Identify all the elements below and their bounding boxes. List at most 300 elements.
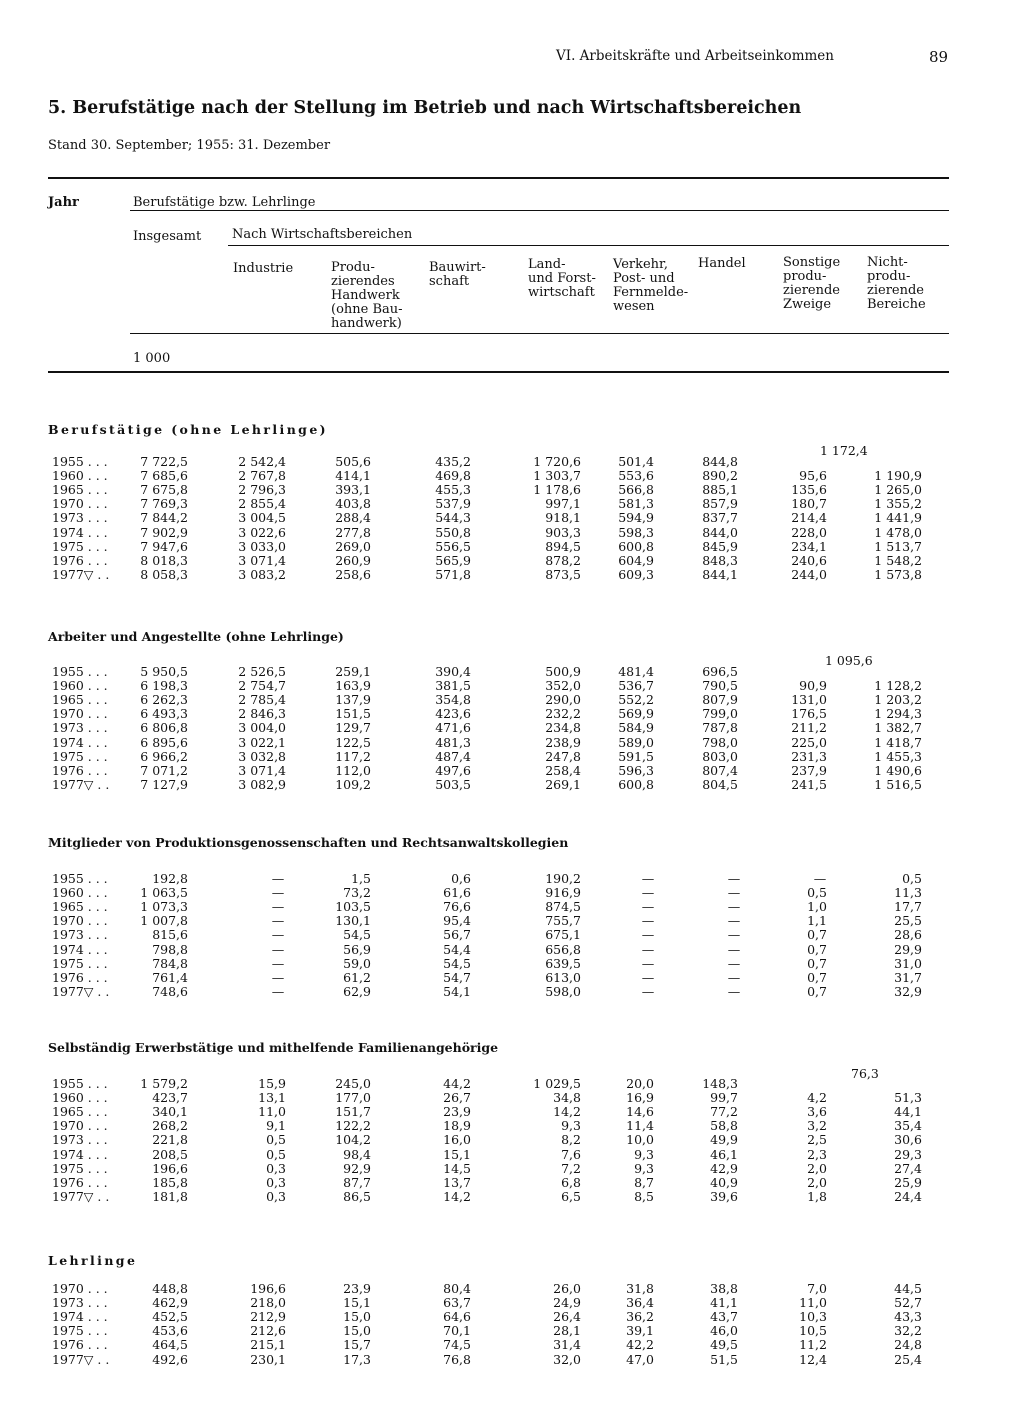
table-cell: 14,2 — [443, 1188, 471, 1204]
table-cell: 656,8 — [545, 941, 581, 957]
table-cell: 10,3 — [799, 1309, 827, 1325]
table-cell: 8,5 — [634, 1188, 654, 1204]
row-year: 1974 . . . — [52, 524, 108, 540]
table-cell: 196,6 — [152, 1160, 188, 1176]
table-cell: 804,5 — [702, 776, 738, 792]
row-year: 1977▽ . . — [52, 983, 110, 999]
table-cell: 997,1 — [545, 496, 581, 512]
table-cell: 56,7 — [443, 927, 471, 943]
table-cell: 798,8 — [152, 941, 188, 957]
table-cell: 1 720,6 — [533, 454, 581, 469]
table-cell: 787,8 — [702, 720, 738, 736]
table-cell: 1 513,7 — [874, 538, 922, 554]
table-cell: 56,9 — [343, 941, 371, 957]
table-cell: 462,9 — [152, 1295, 188, 1311]
table-cell: 1,8 — [807, 1188, 827, 1204]
table-cell: 7 902,9 — [140, 524, 188, 540]
table-cell: 596,3 — [618, 762, 654, 778]
table-cell: 238,9 — [545, 734, 581, 750]
table-cell: 6,5 — [561, 1188, 581, 1204]
table-cell: 39,1 — [626, 1323, 654, 1339]
table-cell: 36,2 — [626, 1309, 654, 1325]
table-cell: 214,4 — [791, 510, 827, 526]
section-title: Berufstätige (ohne Lehrlinge) — [48, 422, 328, 437]
table-cell: 26,4 — [553, 1309, 581, 1325]
row-year: 1955 . . . — [52, 664, 108, 679]
table-cell: 234,8 — [545, 720, 581, 736]
row-year: 1960 . . . — [52, 1090, 108, 1106]
table-cell: 137,9 — [335, 692, 371, 708]
table-cell: 11,2 — [799, 1337, 827, 1353]
table-cell: 7 071,2 — [140, 762, 188, 778]
table-cell: 571,8 — [435, 566, 471, 582]
table-cell: 748,6 — [152, 983, 188, 999]
table-cell: 0,7 — [807, 955, 827, 971]
table-cell: 761,4 — [152, 969, 188, 985]
table-cell: 455,3 — [435, 482, 471, 498]
table-cell: 798,0 — [702, 734, 738, 750]
row-year: 1977▽ . . — [52, 776, 110, 792]
table-cell: 1 490,6 — [874, 762, 922, 778]
table-cell: 230,1 — [250, 1351, 286, 1367]
row-year: 1973 . . . — [52, 510, 108, 526]
table-cell: 890,2 — [702, 468, 738, 484]
table-cell-dash: — — [727, 941, 741, 957]
table-cell: 62,9 — [343, 983, 371, 999]
table-cell: 32,0 — [553, 1351, 581, 1367]
table-cell: 41,1 — [710, 1295, 738, 1311]
table-cell: 12,4 — [799, 1351, 827, 1367]
row-year: 1970 . . . — [52, 496, 108, 512]
row-year: 1974 . . . — [52, 941, 108, 957]
table-cell-dash: — — [727, 899, 741, 915]
table-cell: 837,7 — [702, 510, 738, 526]
table-cell: 218,0 — [250, 1295, 286, 1311]
table-cell: 269,0 — [335, 538, 371, 554]
table-cell: 584,9 — [618, 720, 654, 736]
table-cell: 20,0 — [626, 1076, 654, 1091]
table-cell: 54,4 — [443, 941, 471, 957]
table-cell: 784,8 — [152, 955, 188, 971]
row-year: 1975 . . . — [52, 1323, 108, 1339]
table-cell: 2 785,4 — [238, 692, 286, 708]
table-cell: 52,7 — [894, 1295, 922, 1311]
table-cell: 240,6 — [791, 552, 827, 568]
row-year: 1970 . . . — [52, 913, 108, 929]
table-cell-dash: — — [271, 983, 285, 999]
header-handwerk: Produ- zierendes Handwerk (ohne Bau- handwerk) — [331, 260, 403, 331]
table-cell: 390,4 — [435, 664, 471, 679]
row-year: 1974 . . . — [52, 1309, 108, 1325]
table-cell: 8,2 — [561, 1132, 581, 1148]
table-cell-dash: — — [271, 885, 285, 901]
table-cell: 29,3 — [894, 1146, 922, 1162]
table-cell: 1,5 — [351, 871, 371, 886]
row-year: 1975 . . . — [52, 748, 108, 764]
table-cell: 10,0 — [626, 1132, 654, 1148]
table-cell: 857,9 — [702, 496, 738, 512]
table-cell: 8 058,3 — [140, 566, 188, 582]
table-cell-dash: — — [641, 927, 655, 943]
table-cell: 6,8 — [561, 1174, 581, 1190]
table-cell: 393,1 — [335, 482, 371, 498]
table-cell: 469,8 — [435, 468, 471, 484]
table-cell: 500,9 — [545, 664, 581, 679]
table-cell: 1 007,8 — [140, 913, 188, 929]
table-cell: 453,6 — [152, 1323, 188, 1339]
table-cell: 42,9 — [710, 1160, 738, 1176]
section-title: Selbständig Erwerbstätige und mithelfende Familienangehörige — [48, 1040, 499, 1055]
table-cell: 414,1 — [335, 468, 371, 484]
table-subtitle: Stand 30. September; 1955: 31. Dezember — [48, 138, 331, 153]
table-cell: 49,9 — [710, 1132, 738, 1148]
table-cell: 2 542,4 — [238, 454, 286, 469]
table-cell: 381,5 — [435, 678, 471, 694]
table-cell: 8,7 — [634, 1174, 654, 1190]
table-cell: 31,0 — [894, 955, 922, 971]
table-cell: 569,9 — [618, 706, 654, 722]
table-cell: 878,2 — [545, 552, 581, 568]
table-cell: 790,5 — [702, 678, 738, 694]
header-unit: 1 000 — [133, 351, 171, 366]
table-cell: 225,0 — [791, 734, 827, 750]
table-cell: 423,7 — [152, 1090, 188, 1106]
table-cell: 28,1 — [553, 1323, 581, 1339]
table-cell: 873,5 — [545, 566, 581, 582]
table-cell: 8 018,3 — [140, 552, 188, 568]
table-cell-dash: — — [641, 899, 655, 915]
table-cell: 1 303,7 — [533, 468, 581, 484]
table-cell: 86,5 — [343, 1188, 371, 1204]
header-bottom-rule — [48, 371, 949, 373]
table-cell: 1,0 — [807, 899, 827, 915]
table-cell: 31,8 — [626, 1281, 654, 1296]
table-cell: 0,3 — [266, 1160, 286, 1176]
table-cell: 0,7 — [807, 927, 827, 943]
row-year: 1960 . . . — [52, 678, 108, 694]
table-cell: 26,0 — [553, 1281, 581, 1296]
table-cell: 537,9 — [435, 496, 471, 512]
table-cell: 0,3 — [266, 1174, 286, 1190]
table-cell: 44,2 — [443, 1076, 471, 1091]
table-cell: 46,0 — [710, 1323, 738, 1339]
table-cell: 151,5 — [335, 706, 371, 722]
table-cell: 24,9 — [553, 1295, 581, 1311]
table-cell: 212,9 — [250, 1309, 286, 1325]
table-cell: 1 029,5 — [533, 1076, 581, 1091]
table-cell: 807,4 — [702, 762, 738, 778]
table-cell: 54,1 — [443, 983, 471, 999]
table-cell-dash: — — [813, 871, 827, 886]
table-cell: 6 895,6 — [140, 734, 188, 750]
header-verkehr: Verkehr, Post- und Fernmelde- wesen — [613, 257, 689, 314]
table-cell: 241,5 — [791, 776, 827, 792]
row-year: 1960 . . . — [52, 885, 108, 901]
header-nach-rule — [228, 245, 949, 246]
table-cell: 129,7 — [335, 720, 371, 736]
table-cell: 918,1 — [545, 510, 581, 526]
table-cell: 176,5 — [791, 706, 827, 722]
table-cell: 1 478,0 — [874, 524, 922, 540]
table-cell: 51,5 — [710, 1351, 738, 1367]
table-cell-dash: — — [727, 983, 741, 999]
table-cell: 7 685,6 — [140, 468, 188, 484]
table-cell: 452,5 — [152, 1309, 188, 1325]
table-cell: 27,4 — [894, 1160, 922, 1176]
table-cell: 916,9 — [545, 885, 581, 901]
table-cell: 565,9 — [435, 552, 471, 568]
table-cell: 244,0 — [791, 566, 827, 582]
row-year: 1970 . . . — [52, 1281, 108, 1296]
table-cell: 15,7 — [343, 1337, 371, 1353]
table-cell: 190,2 — [545, 871, 581, 886]
table-cell: 481,3 — [435, 734, 471, 750]
table-cell: 3 022,1 — [238, 734, 286, 750]
table-cell: 192,8 — [152, 871, 188, 886]
row-year: 1976 . . . — [52, 762, 108, 778]
table-cell: 17,7 — [894, 899, 922, 915]
table-cell: 613,0 — [545, 969, 581, 985]
table-cell: 594,9 — [618, 510, 654, 526]
table-cell: 43,3 — [894, 1309, 922, 1325]
table-cell: 815,6 — [152, 927, 188, 943]
table-cell: 260,9 — [335, 552, 371, 568]
table-cell-dash: — — [271, 941, 285, 957]
table-cell: 556,5 — [435, 538, 471, 554]
table-cell: 103,5 — [335, 899, 371, 915]
table-cell: 6 493,3 — [140, 706, 188, 722]
table-cell-dash: — — [727, 927, 741, 943]
table-cell: 1 265,0 — [874, 482, 922, 498]
table-cell: 4,2 — [807, 1090, 827, 1106]
table-cell: 1 418,7 — [874, 734, 922, 750]
table-cell: 3,6 — [807, 1104, 827, 1120]
row-year: 1976 . . . — [52, 1337, 108, 1353]
table-cell-dash: — — [727, 885, 741, 901]
table-cell: 30,6 — [894, 1132, 922, 1148]
table-cell: 258,4 — [545, 762, 581, 778]
table-cell: 237,9 — [791, 762, 827, 778]
table-cell: 104,2 — [335, 1132, 371, 1148]
row-year: 1973 . . . — [52, 720, 108, 736]
table-cell: 23,9 — [443, 1104, 471, 1120]
table-cell: 553,6 — [618, 468, 654, 484]
table-cell-dash: — — [271, 969, 285, 985]
table-cell: 2 754,7 — [238, 678, 286, 694]
table-cell: 99,7 — [710, 1090, 738, 1106]
row-year: 1965 . . . — [52, 692, 108, 708]
table-cell: 26,7 — [443, 1090, 471, 1106]
table-cell: 1 441,9 — [874, 510, 922, 526]
table-cell: 259,1 — [335, 664, 371, 679]
header-group: Berufstätige bzw. Lehrlinge — [133, 195, 316, 210]
table-cell: 0,5 — [807, 885, 827, 901]
table-cell: 11,0 — [799, 1295, 827, 1311]
table-cell: 0,5 — [266, 1132, 286, 1148]
table-cell: 497,6 — [435, 762, 471, 778]
table-cell: 803,0 — [702, 748, 738, 764]
table-cell: 61,6 — [443, 885, 471, 901]
table-cell: 9,3 — [634, 1146, 654, 1162]
table-cell: 16,0 — [443, 1132, 471, 1148]
table-cell: 435,2 — [435, 454, 471, 469]
table-cell: 180,7 — [791, 496, 827, 512]
row-year: 1973 . . . — [52, 927, 108, 943]
row-year: 1960 . . . — [52, 468, 108, 484]
header-insgesamt: Insgesamt — [133, 229, 202, 244]
table-cell: 23,9 — [343, 1281, 371, 1296]
table-cell: 423,6 — [435, 706, 471, 722]
header-top-rule — [48, 177, 949, 179]
table-cell: 73,2 — [343, 885, 371, 901]
table-cell: 24,4 — [894, 1188, 922, 1204]
table-cell: 1 190,9 — [874, 468, 922, 484]
table-cell: 34,8 — [553, 1090, 581, 1106]
table-cell: 604,9 — [618, 552, 654, 568]
table-cell: 448,8 — [152, 1281, 188, 1296]
table-cell: 2 526,5 — [238, 664, 286, 679]
table-cell: 42,2 — [626, 1337, 654, 1353]
row-year: 1976 . . . — [52, 969, 108, 985]
table-cell: 15,0 — [343, 1323, 371, 1339]
table-cell: 1 579,2 — [140, 1076, 188, 1091]
section-note-value: 1 172,4 — [820, 443, 868, 458]
header-nichtproduzierend: Nicht- produ- zierende Bereiche — [867, 255, 926, 312]
row-year: 1977▽ . . — [52, 1188, 110, 1204]
table-cell: 11,3 — [894, 885, 922, 901]
table-cell: 7 769,3 — [140, 496, 188, 512]
row-year: 1955 . . . — [52, 454, 108, 469]
table-cell: 14,6 — [626, 1104, 654, 1120]
table-title: 5. Berufstätige nach der Stellung im Betrieb und nach Wirtschaftsbereichen — [48, 98, 802, 118]
table-cell: 550,8 — [435, 524, 471, 540]
table-cell: 6 198,3 — [140, 678, 188, 694]
table-cell: 5 950,5 — [140, 664, 188, 679]
table-cell: 807,9 — [702, 692, 738, 708]
table-cell: 232,2 — [545, 706, 581, 722]
table-cell: 36,4 — [626, 1295, 654, 1311]
table-cell: 46,1 — [710, 1146, 738, 1162]
table-cell: 492,6 — [152, 1351, 188, 1367]
table-cell: 25,5 — [894, 913, 922, 929]
row-year: 1976 . . . — [52, 552, 108, 568]
table-cell: 54,5 — [443, 955, 471, 971]
header-group-rule — [130, 210, 949, 211]
table-cell: 487,4 — [435, 748, 471, 764]
table-cell: 885,1 — [702, 482, 738, 498]
table-cell: 61,2 — [343, 969, 371, 985]
table-cell: 799,0 — [702, 706, 738, 722]
table-cell: 1,1 — [807, 913, 827, 929]
table-cell: 2,0 — [807, 1160, 827, 1176]
table-cell: 675,1 — [545, 927, 581, 943]
table-cell: 117,2 — [335, 748, 371, 764]
table-cell: 9,3 — [561, 1118, 581, 1134]
table-cell: 1 548,2 — [874, 552, 922, 568]
table-cell: 552,2 — [618, 692, 654, 708]
table-cell: 3 071,4 — [238, 552, 286, 568]
table-cell: 18,9 — [443, 1118, 471, 1134]
table-cell: 505,6 — [335, 454, 371, 469]
table-cell-dash: — — [271, 899, 285, 915]
table-cell: 15,9 — [258, 1076, 286, 1091]
table-cell: 3 071,4 — [238, 762, 286, 778]
table-cell: 7 722,5 — [140, 454, 188, 469]
table-cell: 0,5 — [266, 1146, 286, 1162]
table-cell: 903,3 — [545, 524, 581, 540]
table-cell: 13,7 — [443, 1174, 471, 1190]
table-cell: 24,8 — [894, 1337, 922, 1353]
table-cell-dash: — — [271, 927, 285, 943]
section-note-value: 1 095,6 — [825, 653, 873, 668]
table-cell: 503,5 — [435, 776, 471, 792]
table-cell: 1 128,2 — [874, 678, 922, 694]
table-cell: 1 178,6 — [533, 482, 581, 498]
table-cell: 7 947,6 — [140, 538, 188, 554]
section-title: Mitglieder von Produktionsgenossenschaften und Rechtsanwaltskollegien — [48, 835, 569, 850]
table-cell: 90,9 — [799, 678, 827, 694]
header-industrie: Industrie — [233, 261, 294, 276]
row-year: 1965 . . . — [52, 482, 108, 498]
table-cell: 598,3 — [618, 524, 654, 540]
table-cell: 6 806,8 — [140, 720, 188, 736]
table-cell: 2 855,4 — [238, 496, 286, 512]
table-cell: 3,2 — [807, 1118, 827, 1134]
header-unit-rule — [130, 333, 949, 334]
row-year: 1977▽ . . — [52, 566, 110, 582]
table-cell: 894,5 — [545, 538, 581, 554]
table-cell: 6 262,3 — [140, 692, 188, 708]
row-year: 1970 . . . — [52, 1118, 108, 1134]
header-sonstige: Sonstige produ- zierende Zweige — [783, 255, 841, 312]
row-year: 1975 . . . — [52, 1160, 108, 1176]
table-cell: 47,0 — [626, 1351, 654, 1367]
table-cell: 92,9 — [343, 1160, 371, 1176]
table-cell: 7,6 — [561, 1146, 581, 1162]
table-cell: 639,5 — [545, 955, 581, 971]
table-cell: 215,1 — [250, 1337, 286, 1353]
table-cell: 591,5 — [618, 748, 654, 764]
table-cell: 28,6 — [894, 927, 922, 943]
table-cell: 44,1 — [894, 1104, 922, 1120]
table-cell: 87,7 — [343, 1174, 371, 1190]
table-cell: 59,0 — [343, 955, 371, 971]
table-cell: 77,2 — [710, 1104, 738, 1120]
table-cell: 352,0 — [545, 678, 581, 694]
table-cell: 269,1 — [545, 776, 581, 792]
row-year: 1955 . . . — [52, 871, 108, 886]
table-cell: 177,0 — [335, 1090, 371, 1106]
table-cell: 340,1 — [152, 1104, 188, 1120]
table-cell: 874,5 — [545, 899, 581, 915]
table-cell: 1 382,7 — [874, 720, 922, 736]
table-cell: 13,1 — [258, 1090, 286, 1106]
table-cell: 38,8 — [710, 1281, 738, 1296]
table-cell: 501,4 — [618, 454, 654, 469]
table-cell: 54,7 — [443, 969, 471, 985]
table-cell: 844,8 — [702, 454, 738, 469]
table-cell: 0,7 — [807, 969, 827, 985]
table-cell: 80,4 — [443, 1281, 471, 1296]
table-cell: 755,7 — [545, 913, 581, 929]
table-cell: 14,5 — [443, 1160, 471, 1176]
table-cell: 31,4 — [553, 1337, 581, 1353]
table-cell: 566,8 — [618, 482, 654, 498]
table-cell: 0,5 — [902, 871, 922, 886]
table-cell: 544,3 — [435, 510, 471, 526]
table-cell: 7 844,2 — [140, 510, 188, 526]
row-year: 1973 . . . — [52, 1295, 108, 1311]
